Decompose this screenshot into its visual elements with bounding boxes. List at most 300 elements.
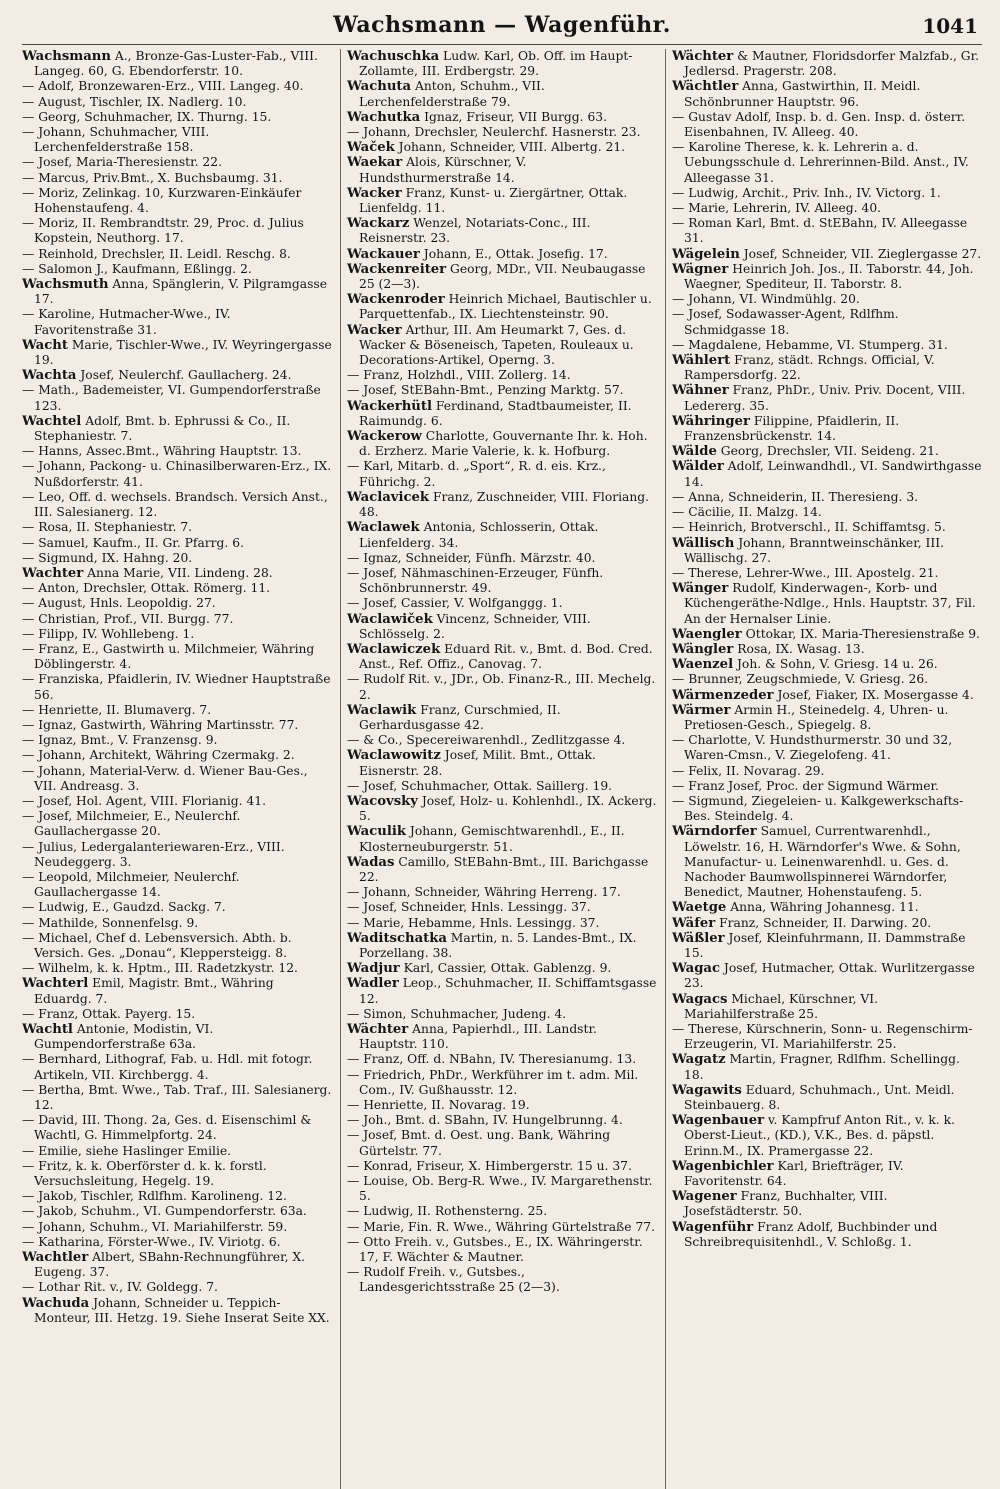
directory-entry <box>22 642 332 672</box>
entry-surname: Wacht <box>22 337 68 353</box>
directory-entry <box>22 520 332 535</box>
entry-details: — & Co., Specereiwarenhdl., Zedlitzgasse 4. <box>347 733 626 748</box>
directory-entry <box>347 383 657 398</box>
directory-entry <box>672 1189 982 1219</box>
directory-entry <box>22 931 332 961</box>
entry-details: — Christian, Prof., VII. Burgg. 77. <box>22 611 234 626</box>
directory-entry <box>672 703 982 733</box>
entry-details: Michael, Kürschner, VI. Mariahilferstraße 25. <box>684 991 879 1021</box>
entry-details: Franz, Zuschneider, VIII. Floriang. 48. <box>359 489 650 520</box>
entry-surname: Waclawowitz <box>347 748 441 764</box>
entry-surname: Wachtl <box>22 1022 73 1037</box>
entry-details: — Johann, VI. Windmühlg. 20. <box>672 292 860 307</box>
entry-surname: Wachta <box>22 368 77 384</box>
entry-details: — Hanns, Assec.Bmt., Währing Hauptstr. 13. <box>22 444 302 459</box>
entry-surname: Wachter <box>22 565 84 581</box>
directory-entry <box>22 414 332 444</box>
directory-entry <box>672 201 982 216</box>
entry-details: — Marie, Hebamme, Hnls. Lessingg. 37. <box>347 915 600 930</box>
entry-details: Alois, Kürschner, V. Hundsthurmerstraße 14. <box>359 155 527 185</box>
directory-entry <box>672 916 982 931</box>
directory-entry <box>672 900 982 915</box>
directory-entry <box>672 49 982 79</box>
entry-details: — Therese, Kürschnerin, Sonn- u. Regenschirm-Erzeugerin, VI. Mariahilferstr. 25. <box>672 1022 973 1052</box>
entry-details: Franz, Buchhalter, VIII. Josefstädterstr. 50. <box>684 1189 888 1219</box>
directory-entry <box>347 292 657 322</box>
directory-entry <box>347 961 657 976</box>
entry-details: — Marcus, Priv.Bmt., X. Buchsbaumg. 31. <box>22 170 283 185</box>
directory-entry <box>347 1022 657 1052</box>
entry-details: Heinrich Joh. Jos., II. Taborstr. 44, Joh. Waegner, Spediteur, II. Taborstr. 8. <box>684 261 974 292</box>
directory-entry <box>22 840 332 870</box>
directory-entry <box>672 247 982 262</box>
entry-details: — Josef, Milchmeier, E., Neulerchf. Gaullachergasse 20. <box>22 809 241 839</box>
directory-entry <box>672 79 982 109</box>
entry-details: & Mautner, Floridsdorfer Malzfab., Gr. Jedlersd. Pragerstr. 208. <box>684 49 980 79</box>
entry-details: — Jakob, Tischler, Rdlfhm. Karolineng. 12. <box>22 1189 287 1204</box>
entry-details: — Magdalene, Hebamme, VI. Stumperg. 31. <box>672 337 948 352</box>
entry-surname: Waditschatka <box>347 930 447 946</box>
entry-surname: Wählert <box>672 353 731 369</box>
directory-entry <box>672 672 982 687</box>
directory-entry <box>22 262 332 277</box>
directory-entry <box>22 383 332 413</box>
entry-surname: Wäfer <box>672 915 716 931</box>
entry-details: — Cäcilie, II. Malzg. 14. <box>672 505 822 520</box>
directory-entry <box>347 1098 657 1113</box>
column-1 <box>22 49 332 1489</box>
entry-surname: Wachtel <box>22 413 82 429</box>
entry-surname: Wackerhütl <box>347 398 432 414</box>
entry-details: — Otto Freih. v., Gutsbes., E., IX. Währingerstr. 17, F. Wächter & Mautner. <box>347 1234 643 1265</box>
directory-entry <box>22 1052 332 1082</box>
entry-surname: Wagenführ <box>672 1219 754 1235</box>
entry-details: v. Kampfruf Anton Rit., v. k. k. Oberst-Lieut., (KD.), V.K., Bes. d. päpstl. Erinn.M., IX. Pramergasse 22. <box>684 1113 955 1158</box>
entry-details: — Sigmund, Ziegeleien- u. Kalkgewerkschafts-Bes. Steindelg. 4. <box>672 793 964 824</box>
directory-entry <box>347 642 657 672</box>
entry-surname: Wagener <box>672 1189 737 1205</box>
directory-entry <box>672 688 982 703</box>
directory-entry <box>347 596 657 611</box>
directory-entry <box>672 1113 982 1159</box>
directory-entry <box>672 338 982 353</box>
directory-entry <box>22 1113 332 1143</box>
directory-entry <box>672 140 982 186</box>
entry-details: — Marie, Fin. R. Wwe., Währing Gürtelstraße 77. <box>347 1219 656 1234</box>
entry-details: — Fritz, k. k. Oberförster d. k. k. forstl. Versuchsleitung, Hegelg. 19. <box>22 1158 267 1189</box>
directory-entry <box>347 186 657 216</box>
directory-entry <box>22 171 332 186</box>
entry-surname: Wackenreiter <box>347 261 447 277</box>
entry-surname: Waekar <box>347 155 403 171</box>
entry-details: Samuel, Currentwarenhdl., Löwelstr. 16, H. Wärndorfer's Wwe. & Sohn, Manufactur- u. Leinenwarenhdl. u. Ges. d. Nachoder Baumwollspinnerei Wärndorfer, Benedict, Mautner, Hohenstaufeng. 5. <box>684 824 961 900</box>
entry-details: Franz, städt. Rchngs. Official, V. Rampersdorfg. 22. <box>684 353 935 383</box>
directory-entry <box>22 490 332 520</box>
directory-entry <box>22 1022 332 1052</box>
entry-details: Ferdinand, Stadtbaumeister, II. Raimundg. 6. <box>359 398 632 428</box>
directory-entry <box>672 581 982 627</box>
entry-details: — Friedrich, PhDr., Werkführer im t. adm. Mil. Com., IV. Gußhausstr. 12. <box>347 1067 639 1097</box>
entry-details: Johann, Schneider, VIII. Albertg. 21. <box>394 140 626 155</box>
directory-entry <box>672 353 982 383</box>
entry-surname: Wärmer <box>672 702 731 718</box>
entry-details: — Ludwig, E., Gaudzd. Sackg. 7. <box>22 900 226 915</box>
entry-details: — Josef, Nähmaschinen-Erzeuger, Fünfh. Schönbrunnerstr. 49. <box>347 565 604 596</box>
entry-details: — Therese, Lehrer-Wwe., III. Apostelg. 21. <box>672 565 939 580</box>
entry-details: — Anna, Schneiderin, II. Theresieng. 3. <box>672 489 919 504</box>
directory-entry <box>347 824 657 854</box>
entry-surname: Wänger <box>672 581 729 597</box>
entry-details: Johann, E., Ottak. Josefig. 17. <box>419 246 608 261</box>
entry-surname: Wagatz <box>672 1052 726 1068</box>
directory-entry <box>347 551 657 566</box>
entry-details: Johann, Gemischtwarenhdl., E., II. Klosterneuburgerstr. 51. <box>359 824 625 854</box>
directory-entry <box>347 1113 657 1128</box>
running-head: Wachsmann — Wagenführ. <box>333 12 671 38</box>
entry-details: — Georg, Schuhmacher, IX. Thurng. 15. <box>22 109 272 124</box>
entry-details: — Josef, StEBahn-Bmt., Penzing Marktg. 57. <box>347 383 624 398</box>
directory-entry <box>22 155 332 170</box>
entry-surname: Wachsmann <box>22 49 111 64</box>
entry-details: — Rudolf Rit. v., JDr., Ob. Finanz-R., III. Mechelg. 2. <box>347 672 656 702</box>
entry-details: — Emilie, siehe Haslinger Emilie. <box>22 1143 232 1158</box>
entry-surname: Wackauer <box>347 246 420 262</box>
directory-entry <box>22 1083 332 1113</box>
entry-surname: Waetge <box>672 900 727 916</box>
entry-details: Filippine, Pfaidlerin, II. Franzensbrückenstr. 14. <box>684 413 900 444</box>
directory-entry <box>22 581 332 596</box>
directory-entry <box>22 49 332 79</box>
entry-details: — Franz, Holzhdl., VIII. Zollerg. 14. <box>347 368 571 383</box>
entry-details: Ignaz, Friseur, VII Burgg. 63. <box>420 109 608 124</box>
directory-entry <box>672 824 982 900</box>
directory-entry <box>22 748 332 763</box>
entry-surname: Wachtler <box>22 1250 89 1266</box>
directory-entry <box>22 1220 332 1235</box>
directory-entry <box>22 186 332 216</box>
entry-details: — Josef, Bmt. d. Oest. ung. Bank, Währing Gürtelstr. 77. <box>347 1128 611 1158</box>
entry-details: — Josef, Schuhmacher, Ottak. Saillerg. 19. <box>347 778 613 793</box>
directory-entry <box>672 1022 982 1052</box>
entry-details: Franz, PhDr., Univ. Priv. Docent, VIII. Ledererg. 35. <box>684 383 966 413</box>
directory-entry <box>22 961 332 976</box>
directory-entry <box>347 931 657 961</box>
directory-entry <box>22 1189 332 1204</box>
entry-surname: Wadjur <box>347 961 400 977</box>
directory-entry <box>347 916 657 931</box>
entry-details: Georg, MDr., VII. Neubaugasse 25 (2—3). <box>359 261 646 292</box>
entry-details: — August, Hnls. Leopoldig. 27. <box>22 596 216 611</box>
directory-entry <box>347 459 657 489</box>
directory-entry <box>672 931 982 961</box>
directory-entry <box>672 414 982 444</box>
entry-surname: Wadler <box>347 976 399 992</box>
entry-details: — Moriz, Zelinkag. 10, Kurzwaren-Einkäufer Hohenstaufeng. 4. <box>22 185 302 216</box>
entry-details: — Franz Josef, Proc. der Sigmund Wärmer. <box>672 778 939 793</box>
columns <box>22 49 982 1489</box>
entry-details: Anna, Spänglerin, V. Pilgramgasse 17. <box>34 277 327 307</box>
directory-entry <box>22 1280 332 1295</box>
directory-entry <box>347 1068 657 1098</box>
directory-entry <box>672 383 982 413</box>
directory-entry <box>22 1159 332 1189</box>
entry-surname: Waengler <box>672 626 742 642</box>
directory-entry <box>347 1220 657 1235</box>
entry-details: — Joh., Bmt. d. SBahn, IV. Hungelbrunng. 4. <box>347 1113 623 1128</box>
entry-details: — Heinrich, Brotverschl., II. Schiffamtsg. 5. <box>672 520 946 535</box>
directory-entry <box>672 536 982 566</box>
directory-entry <box>22 216 332 246</box>
entry-surname: Wagacs <box>672 991 728 1007</box>
directory-entry <box>347 79 657 109</box>
entry-details: — Ignaz, Schneider, Fünfh. Märzstr. 40. <box>347 550 596 565</box>
directory-entry <box>347 976 657 1006</box>
entry-surname: Währinger <box>672 413 750 429</box>
entry-details: — Sigmund, IX. Hahng. 20. <box>22 550 193 565</box>
directory-entry <box>672 779 982 794</box>
directory-entry <box>22 79 332 94</box>
entry-details: — Moriz, II. Rembrandtstr. 29, Proc. d. Julius Kopstein, Neuthorg. 17. <box>22 216 304 246</box>
directory-entry <box>347 672 657 702</box>
entry-details: — Johann, Schuhm., VI. Mariahilferstr. 59. <box>22 1219 288 1234</box>
directory-entry <box>672 216 982 246</box>
entry-details: — Mathilde, Sonnenfelsg. 9. <box>22 915 199 930</box>
directory-entry <box>22 794 332 809</box>
entry-details: — Jakob, Schuhm., VI. Gumpendorferstr. 63a. <box>22 1204 307 1219</box>
directory-entry <box>347 1265 657 1295</box>
entry-details: — Charlotte, V. Hundsthurmerstr. 30 und 32, Waren-Cmsn., V. Ziegelofeng. 41. <box>672 733 953 763</box>
entry-details: — Johann, Material-Verw. d. Wiener Bau-Ges., VII. Andreasg. 3. <box>22 763 308 793</box>
directory-entry <box>22 809 332 839</box>
directory-entry <box>22 870 332 900</box>
entry-details: — Salomon J., Kaufmann, Eßlingg. 2. <box>22 261 252 276</box>
directory-entry <box>22 459 332 489</box>
directory-entry <box>672 1220 982 1250</box>
entry-details: — Ludwig, Archit., Priv. Inh., IV. Victorg. 1. <box>672 185 941 200</box>
directory-entry <box>347 566 657 596</box>
directory-entry <box>347 1235 657 1265</box>
entry-details: Camillo, StEBahn-Bmt., III. Barichgasse 22. <box>359 854 649 884</box>
entry-surname: Wagawits <box>672 1082 742 1098</box>
entry-details: — Katharina, Förster-Wwe., IV. Viriotg. 6. <box>22 1234 281 1249</box>
entry-details: — Simon, Schuhmacher, Judeng. 4. <box>347 1006 567 1021</box>
entry-details: — Bernhard, Lithograf, Fab. u. Hdl. mit fotogr. Artikeln, VII. Kirchbergg. 4. <box>22 1052 313 1082</box>
entry-details: Eduard Rit. v., Bmt. d. Bod. Cred. Anst., Ref. Offiz., Canovag. 7. <box>359 641 653 672</box>
entry-details: — Adolf, Bronzewaren-Erz., VIII. Langeg. 40. <box>22 79 304 94</box>
entry-surname: Wägelein <box>672 246 740 262</box>
entry-details: Josef, Holz- u. Kohlenhdl., IX. Ackerg. 5. <box>359 793 657 824</box>
entry-details: — Bertha, Bmt. Wwe., Tab. Traf., III. Salesianerg. 12. <box>22 1082 332 1113</box>
entry-surname: Wacker <box>347 185 402 201</box>
directory-entry <box>22 718 332 733</box>
entry-details: Josef, Kleinfuhrmann, II. Dammstraße 15. <box>684 930 966 960</box>
entry-surname: Wärmenzeder <box>672 687 774 703</box>
entry-details: Josef, Milit. Bmt., Ottak. Eisnerstr. 28. <box>359 748 596 778</box>
entry-details: — Reinhold, Drechsler, II. Leidl. Reschg. 8. <box>22 246 291 261</box>
entry-details: Albert, SBahn-Rechnungführer, X. Eugeng. 37. <box>34 1250 306 1280</box>
entry-details: — Gustav Adolf, Insp. b. d. Gen. Insp. d. österr. Eisenbahnen, IV. Alleeg. 40. <box>672 109 966 140</box>
directory-entry <box>672 657 982 672</box>
directory-entry <box>347 1159 657 1174</box>
directory-entry <box>22 110 332 125</box>
entry-surname: Wagenbauer <box>672 1113 765 1129</box>
entry-details: — Julius, Ledergalanteriewaren-Erz., VIII. Neudeggerg. 3. <box>22 839 285 869</box>
directory-entry <box>347 612 657 642</box>
directory-entry <box>672 992 982 1022</box>
entry-surname: Waculik <box>347 824 406 840</box>
entry-details: — Franziska, Pfaidlerin, IV. Wiedner Hauptstraße 56. <box>22 672 331 702</box>
entry-surname: Wackenroder <box>347 292 445 308</box>
entry-details: Martin, Fragner, Rdlfhm. Schellingg. 18. <box>684 1052 960 1082</box>
directory-entry <box>22 95 332 110</box>
entry-details: — Wilhelm, k. k. Hptm., III. Radetzkystr. 12. <box>22 961 298 976</box>
entry-surname: Wängler <box>672 641 734 657</box>
entry-details: Josef, Schneider, VII. Zieglergasse 27. <box>739 246 982 261</box>
entry-details: — Johann, Schuhmacher, VIII. Lerchenfelderstraße 158. <box>22 125 210 155</box>
directory-entry <box>22 1235 332 1250</box>
entry-details: — Karoline, Hutmacher-Wwe., IV. Favoritenstraße 31. <box>22 307 231 337</box>
directory-entry <box>22 1007 332 1022</box>
directory-entry <box>22 1250 332 1280</box>
entry-details: Marie, Tischler-Wwe., IV. Weyringergasse 19. <box>34 337 332 368</box>
directory-entry <box>347 885 657 900</box>
entry-surname: Wachterl <box>22 976 89 992</box>
directory-entry <box>672 961 982 991</box>
directory-entry <box>672 459 982 489</box>
directory-entry <box>22 612 332 627</box>
column-3 <box>665 49 982 1489</box>
directory-entry <box>672 1159 982 1189</box>
directory-entry <box>672 566 982 581</box>
entry-details: — Filipp, IV. Wohllebeng. 1. <box>22 626 195 641</box>
directory-entry <box>347 140 657 155</box>
directory-entry <box>22 307 332 337</box>
entry-details: Karl, Briefträger, IV. Favoritenstr. 64. <box>684 1158 904 1189</box>
entry-details: — Johann, Schneider, Währing Herreng. 17. <box>347 885 621 900</box>
entry-details: Johann, Branntweinschänker, III. Wällischg. 27. <box>684 535 945 565</box>
entry-details: Martin, n. 5. Landes-Bmt., IX. Porzellang. 38. <box>359 930 637 960</box>
entry-details: — Samuel, Kaufm., II. Gr. Pfarrg. 6. <box>22 535 244 550</box>
entry-details: — Franz, Off. d. NBahn, IV. Theresianumg. 13. <box>347 1052 637 1067</box>
directory-entry <box>672 794 982 824</box>
directory-entry <box>347 399 657 429</box>
directory-entry <box>672 505 982 520</box>
entry-details: — Karl, Mitarb. d. „Sport“, R. d. eis. Krz., Führichg. 2. <box>347 459 606 489</box>
directory-entry <box>347 900 657 915</box>
entry-details: Wenzel, Notariats-Conc., III. Reisnerstr. 23. <box>359 216 591 246</box>
entry-details: — Leopold, Milchmeier, Neulerchf. Gaullachergasse 14. <box>22 869 240 900</box>
entry-surname: Wächter <box>347 1022 409 1037</box>
entry-surname: Wächter <box>672 49 734 64</box>
entry-details: — Josef, Schneider, Hnls. Lessingg. 37. <box>347 900 591 915</box>
entry-surname: Wächtler <box>672 79 739 95</box>
entry-details: — Brunner, Zeugschmiede, V. Griesg. 26. <box>672 672 929 687</box>
directory-entry <box>22 566 332 581</box>
entry-details: Josef, Fiaker, IX. Mosergasse 4. <box>773 687 974 702</box>
directory-entry <box>347 216 657 246</box>
entry-details: Georg, Drechsler, VII. Seideng. 21. <box>716 444 939 459</box>
directory-entry <box>347 1007 657 1022</box>
directory-entry <box>22 900 332 915</box>
directory-entry <box>22 916 332 931</box>
directory-entry <box>672 444 982 459</box>
directory-entry <box>22 596 332 611</box>
entry-details: — Felix, II. Novarag. 29. <box>672 763 825 778</box>
entry-details: Anna, Währing Johannesg. 11. <box>726 900 919 915</box>
entry-details: — Anton, Drechsler, Ottak. Römerg. 11. <box>22 581 271 596</box>
directory-entry <box>22 627 332 642</box>
directory-entry <box>22 338 332 368</box>
directory-entry <box>22 125 332 155</box>
entry-surname: Waenzel <box>672 657 734 673</box>
entry-details: — Marie, Lehrerin, IV. Alleeg. 40. <box>672 201 882 216</box>
entry-surname: Waclavicek <box>347 489 430 505</box>
entry-details: Vincenz, Schneider, VIII. Schlösselg. 2. <box>359 611 591 641</box>
directory-entry <box>347 110 657 125</box>
directory-entry <box>672 292 982 307</box>
entry-details: Anna, Papierhdl., III. Landstr. Hauptstr. 110. <box>359 1022 597 1052</box>
directory-entry <box>22 703 332 718</box>
directory-entry <box>347 429 657 459</box>
entry-details: Emil, Magistr. Bmt., Währing Eduardg. 7. <box>34 976 274 1006</box>
page-number: 1041 <box>922 14 978 38</box>
directory-entry <box>347 1052 657 1067</box>
entry-details: — Ignaz, Gastwirth, Währing Martinsstr. 77. <box>22 717 299 732</box>
entry-details: — Lothar Rit. v., IV. Goldegg. 7. <box>22 1280 218 1295</box>
entry-surname: Wäßler <box>672 930 725 946</box>
directory-entry <box>672 520 982 535</box>
entry-details: — Ignaz, Bmt., V. Franzensg. 9. <box>22 733 218 748</box>
entry-details: Joh. & Sohn, V. Griesg. 14 u. 26. <box>733 657 938 672</box>
entry-surname: Wackarz <box>347 216 410 232</box>
column-2 <box>340 49 657 1489</box>
directory-entry <box>347 1204 657 1219</box>
entry-details: Rudolf, Kinderwagen-, Korb- und Küchengeräthe-Ndlge., Hnls. Hauptstr. 37, Fil. An der Hernalser Linie. <box>684 581 976 626</box>
entry-details: — Josef, Cassier, V. Wolfganggg. 1. <box>347 596 563 611</box>
directory-entry <box>672 307 982 337</box>
entry-surname: Waclawiczek <box>347 641 441 657</box>
entry-details: — Ludwig, II. Rothensterng. 25. <box>347 1204 548 1219</box>
entry-details: Anna Marie, VII. Lindeng. 28. <box>83 565 273 580</box>
entry-details: Rosa, IX. Wasag. 13. <box>733 641 865 656</box>
entry-surname: Wällisch <box>672 535 735 551</box>
directory-entry <box>22 764 332 794</box>
entry-surname: Waclawik <box>347 702 417 718</box>
entry-surname: Waček <box>347 140 395 156</box>
directory-entry <box>22 1204 332 1219</box>
entry-details: — Konrad, Friseur, X. Himbergerstr. 15 u. 37. <box>347 1158 632 1173</box>
entry-surname: Wadas <box>347 854 395 870</box>
entry-surname: Wälder <box>672 459 724 475</box>
entry-details: Ottokar, IX. Maria-Theresienstraße 9. <box>741 626 980 641</box>
directory-entry <box>347 748 657 778</box>
entry-details: — Franz, E., Gastwirth u. Milchmeier, Währing Döblingerstr. 4. <box>22 641 315 672</box>
entry-details: Arthur, III. Am Heumarkt 7, Ges. d. Wacker & Böseneisch, Tapeten, Rouleaux u. Decorations-Artikel, Operng. 3. <box>359 322 634 368</box>
entry-details: — Josef, Maria-Theresienstr. 22. <box>22 155 222 170</box>
entry-surname: Wachsmuth <box>22 277 109 293</box>
directory-entry <box>22 247 332 262</box>
entry-surname: Wähner <box>672 383 729 399</box>
directory-entry <box>22 536 332 551</box>
entry-surname: Wägner <box>672 261 729 277</box>
directory-entry <box>347 794 657 824</box>
entry-details: Antonie, Modistin, VI. Gumpendorferstraße 63a. <box>34 1022 214 1052</box>
directory-entry <box>347 125 657 140</box>
entry-details: Karl, Cassier, Ottak. Gablenzg. 9. <box>399 961 612 976</box>
entry-surname: Wagenbichler <box>672 1158 774 1174</box>
directory-entry <box>347 520 657 550</box>
entry-details: Anton, Schuhm., VII. Lerchenfelderstraße 79. <box>359 79 545 109</box>
